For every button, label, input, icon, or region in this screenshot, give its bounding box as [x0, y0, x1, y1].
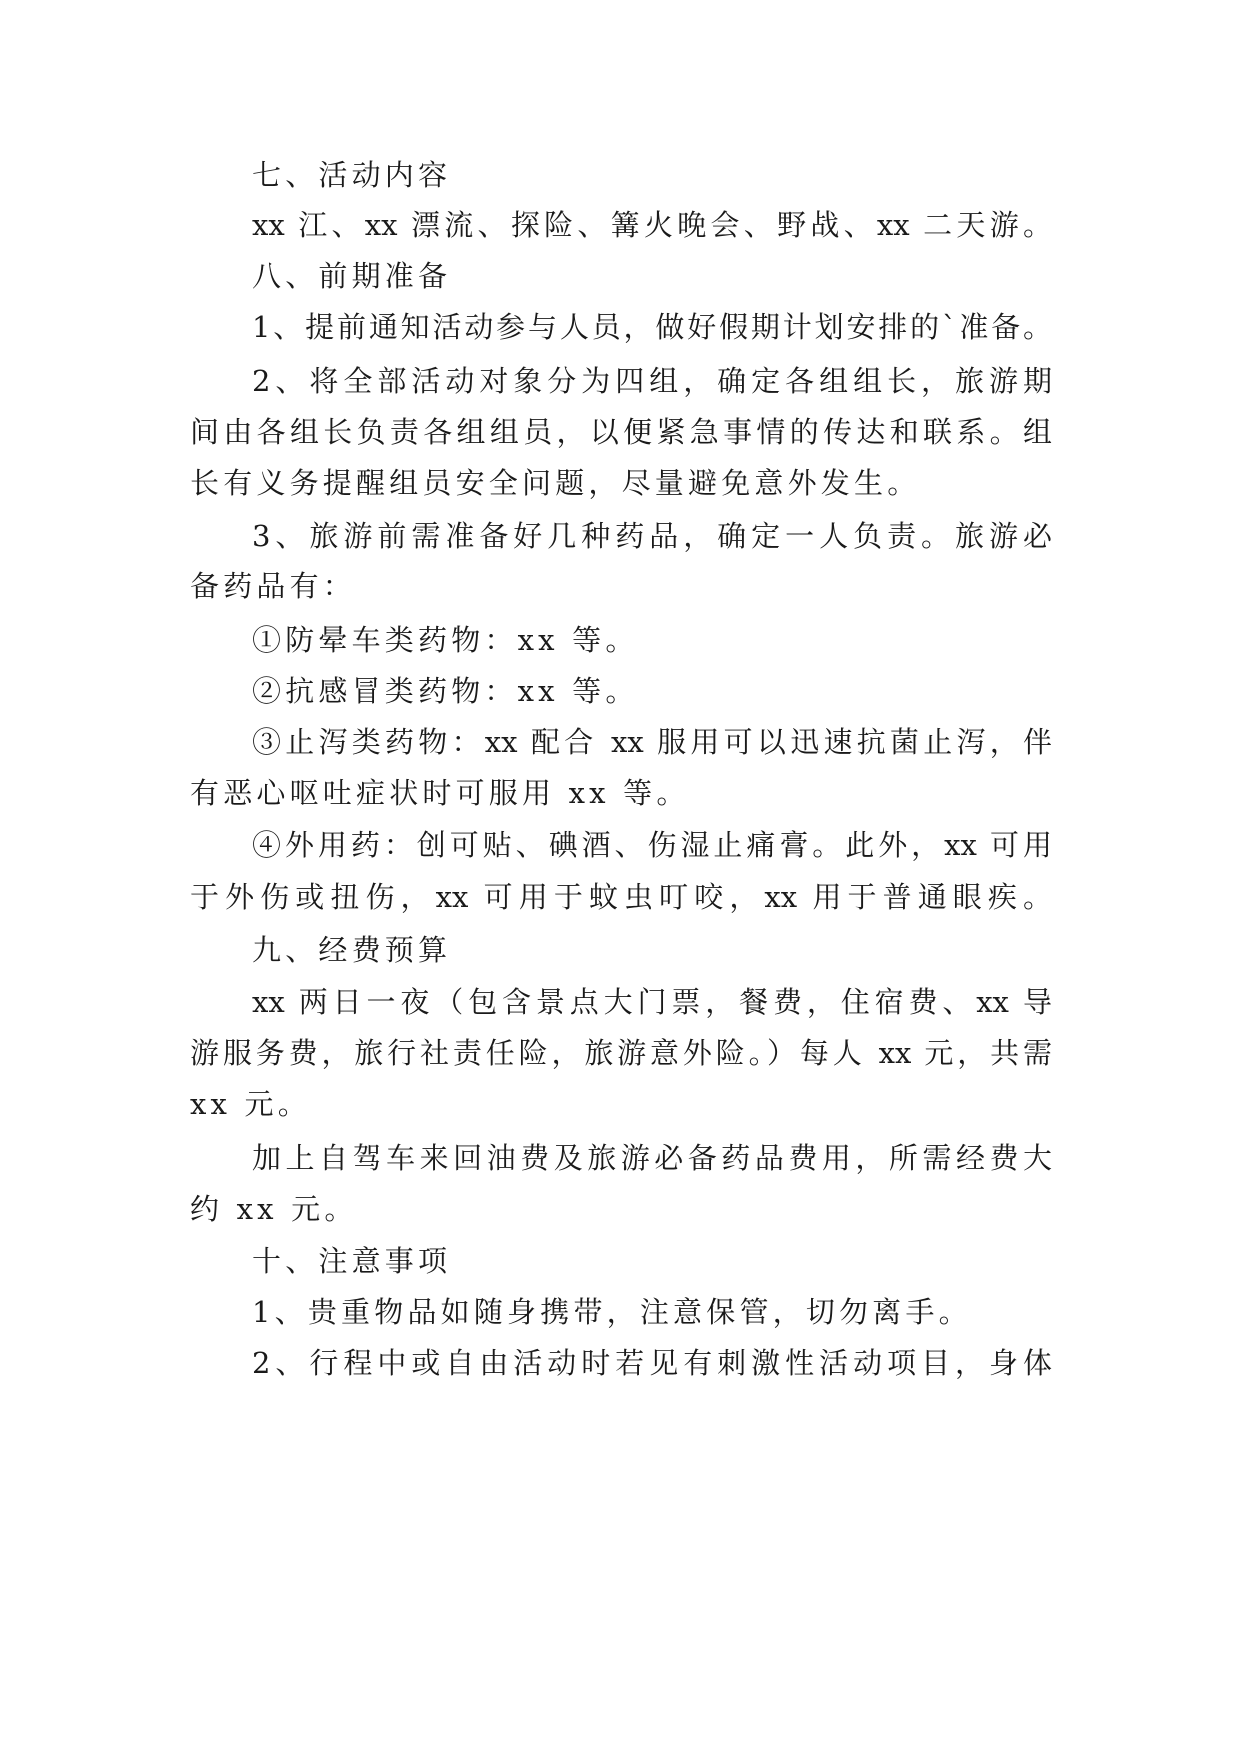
- paragraph-line: 3、旅游前需准备好几种药品，确定一人负责。旅游必: [252, 519, 1052, 553]
- paragraph-line: 间由各组长负责各组组员，以便紧急事情的传达和联系。组: [190, 415, 1052, 449]
- heading-preparation: 八、前期准备: [252, 259, 452, 293]
- paragraph-line: xx 两日一夜（包含景点大门票，餐费，住宿费、xx 导: [252, 985, 1052, 1019]
- medicine-item: ②抗感冒类药物：xx 等。: [252, 674, 639, 708]
- paragraph-line: 有恶心呕吐症状时可服用 xx 等。: [190, 776, 690, 810]
- medicine-item: ③止泻类药物：xx 配合 xx 服用可以迅速抗菌止泻，伴: [252, 725, 1052, 759]
- paragraph-line: xx 江、xx 漂流、探险、篝火晚会、野战、xx 二天游。: [252, 208, 1052, 242]
- medicine-item: ①防晕车类药物：xx 等。: [252, 623, 639, 657]
- paragraph-line: 游服务费，旅行社责任险，旅游意外险。）每人 xx 元，共需: [190, 1036, 1052, 1070]
- paragraph-line: 备药品有：: [190, 569, 357, 603]
- paragraph-line: 约 xx 元。: [190, 1192, 358, 1226]
- paragraph-line: 长有义务提醒组员安全问题，尽量避免意外发生。: [190, 466, 921, 500]
- heading-activity-content: 七、活动内容: [252, 158, 452, 192]
- paragraph-line: 加上自驾车来回油费及旅游必备药品费用，所需经费大: [252, 1141, 1052, 1175]
- paragraph-line: 1、贵重物品如随身携带，注意保管，切勿离手。: [252, 1295, 972, 1329]
- heading-budget: 九、经费预算: [252, 933, 452, 967]
- paragraph-line: 2、将全部活动对象分为四组，确定各组组长，旅游期: [252, 364, 1052, 398]
- medicine-item: ④外用药：创可贴、碘酒、伤湿止痛膏。此外，xx 可用: [252, 828, 1052, 862]
- paragraph-line: 1、提前通知活动参与人员，做好假期计划安排的`准备。: [252, 310, 1052, 344]
- paragraph-line: xx 元。: [190, 1087, 311, 1121]
- paragraph-line: 2、行程中或自由活动时若见有刺激性活动项目，身体: [252, 1346, 1052, 1380]
- paragraph-line: 于外伤或扭伤，xx 可用于蚊虫叮咬，xx 用于普通眼疾。: [190, 880, 1052, 914]
- heading-notes: 十、注意事项: [252, 1244, 452, 1278]
